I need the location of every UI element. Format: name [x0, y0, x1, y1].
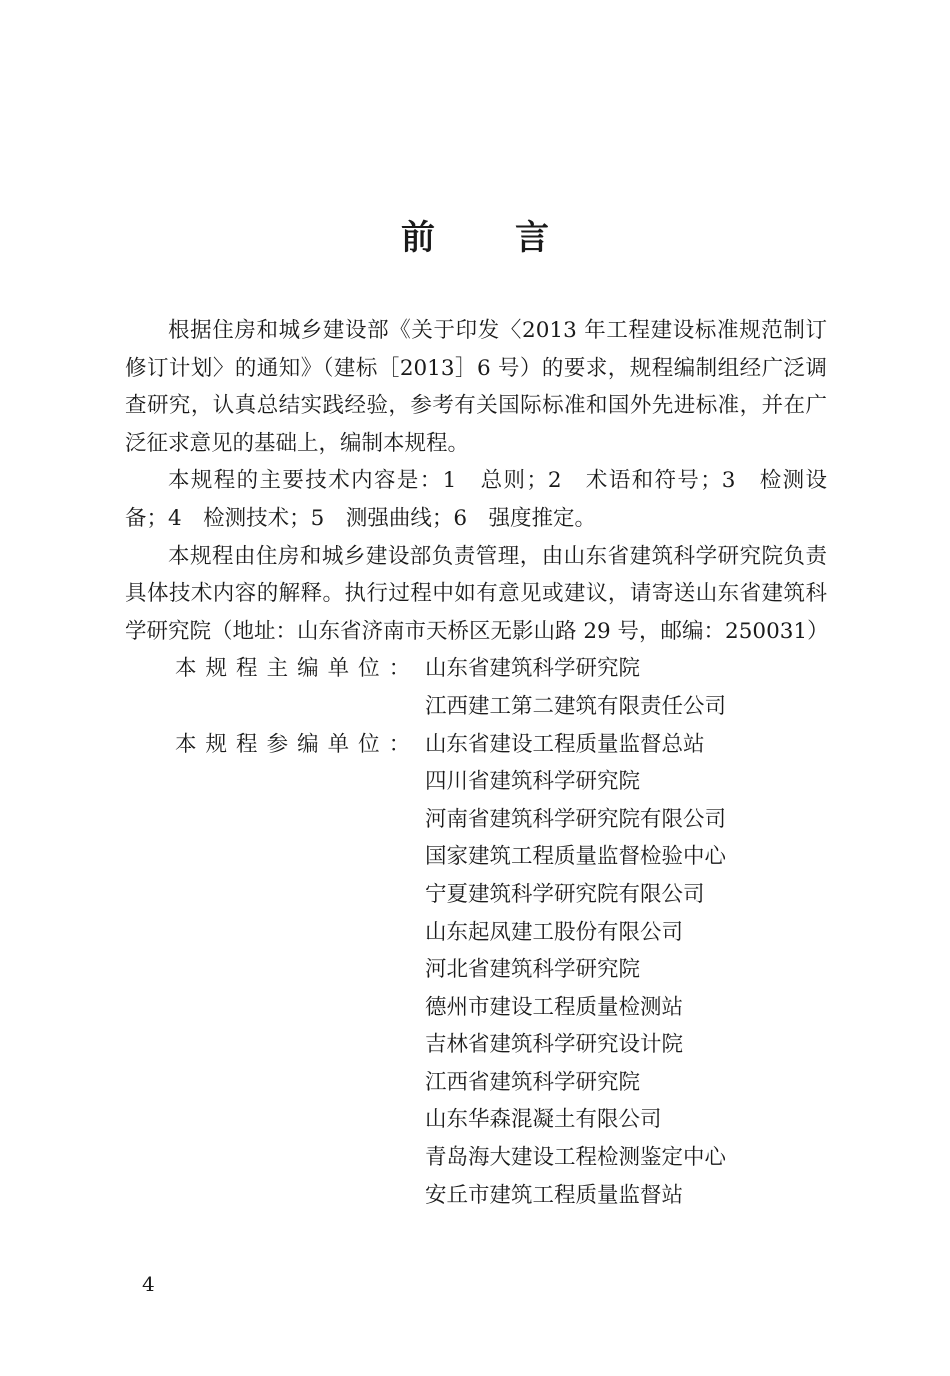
page-number: 4: [142, 1272, 155, 1296]
list-item: 山东起凤建工股份有限公司: [425, 919, 684, 945]
chief-units-list: [425, 650, 827, 725]
participating-units-section: [125, 726, 827, 1215]
list-item: 河南省建筑科学研究院有限公司: [425, 806, 727, 832]
list-item: 安丘市建筑工程质量监督站: [425, 1182, 684, 1208]
page-title: [0, 212, 950, 264]
participating-units-list: [425, 726, 827, 1215]
title-char-1: 前: [401, 218, 435, 258]
list-item: 宁夏建筑科学研究院有限公司: [425, 881, 705, 907]
list-item: 江西省建筑科学研究院: [425, 1069, 641, 1095]
paragraph-background: 根据住房和城乡建设部《关于印发〈2013 年工程建设标准规范制订修订计划〉的通知》（建标［2013］6 号）的要求，规程编制组经广泛调查研究，认真总结实践经验，参考有关国际标准和国外先进标准，并在广泛征求意见的基础上，编制本规程。: [125, 318, 827, 456]
chief-units-section: [125, 650, 827, 725]
title-char-2: 言: [515, 218, 549, 258]
list-item: 山东华森混凝土有限公司: [425, 1107, 662, 1133]
list-item: 四川省建筑科学研究院: [425, 769, 641, 795]
chief-units-label: 本规程主编单位：: [175, 656, 411, 682]
list-item: 河北省建筑科学研究院: [425, 957, 641, 983]
list-item: 江西建工第二建筑有限责任公司: [425, 693, 727, 719]
list-item: 山东省建筑科学研究院: [425, 656, 641, 682]
list-item: 吉林省建筑科学研究设计院: [425, 1032, 684, 1058]
list-item: 山东省建设工程质量监督总站: [425, 731, 705, 757]
list-item: 国家建筑工程质量监督检验中心: [425, 844, 727, 870]
list-item: 青岛海大建设工程检测鉴定中心: [425, 1145, 727, 1171]
paragraph-management: 本规程由住房和城乡建设部负责管理，由山东省建筑科学研究院负责具体技术内容的解释。执行过程中如有意见或建议，请寄送山东省建筑科学研究院（地址：山东省济南市天桥区无影山路 29 号，邮编：250031）: [125, 543, 829, 644]
participating-units-label: 本规程参编单位：: [175, 731, 411, 757]
foreword-body: [125, 312, 827, 1214]
paragraph-contents: 本规程的主要技术内容是：1 总则；2 术语和符号；3 检测设备；4 检测技术；5 测强曲线；6 强度推定。: [125, 468, 827, 531]
list-item: 德州市建设工程质量检测站: [425, 994, 684, 1020]
